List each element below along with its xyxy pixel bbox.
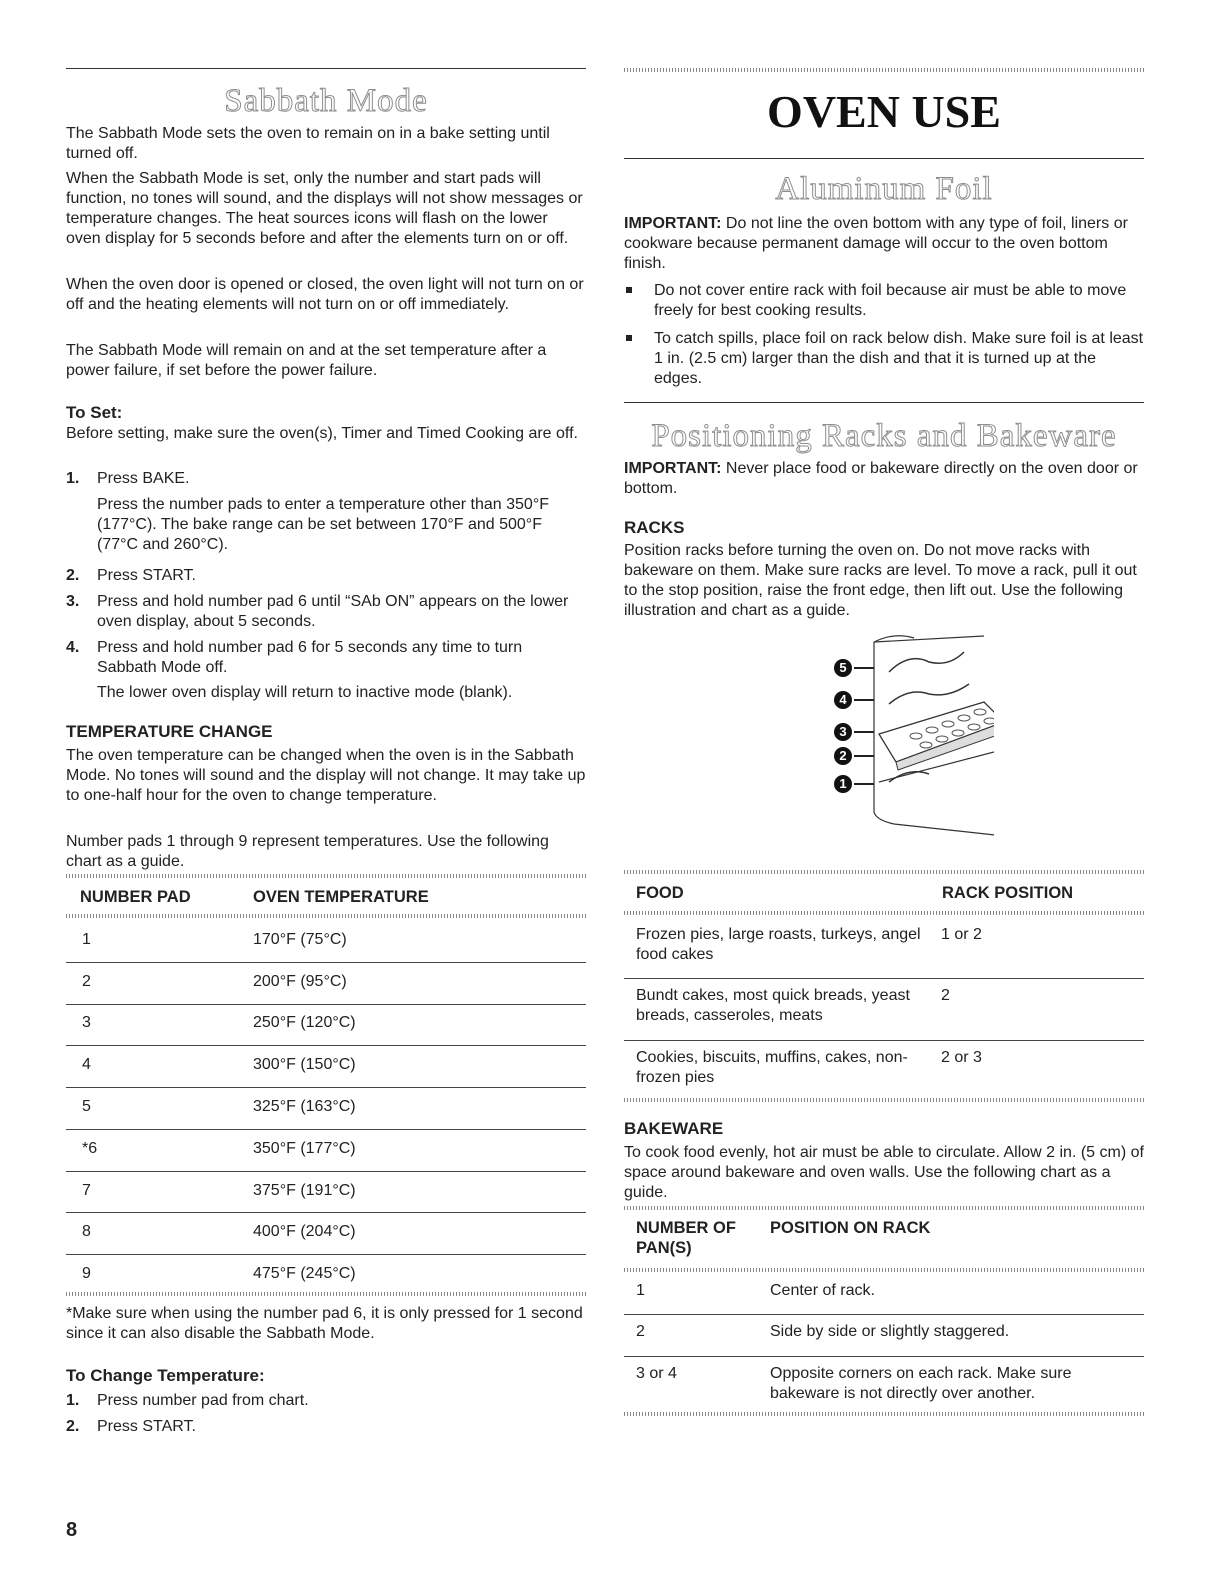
column-header-oven-temperature: OVEN TEMPERATURE: [253, 888, 429, 906]
important-text: Do not line the oven bottom with any type of foil, liners or cookware because permanent damage will occur to the oven bottom finish.: [624, 215, 1128, 272]
bakeware-heading: BAKEWARE: [624, 1119, 724, 1138]
to-set-heading: To Set:: [66, 403, 123, 422]
row-divider: [624, 1040, 1144, 1041]
table-cell: 350°F (177°C): [253, 1140, 356, 1157]
table-cell: 9: [82, 1265, 91, 1282]
to-set-step-3: [66, 592, 586, 632]
column-header-number-pad: NUMBER PAD: [80, 888, 191, 906]
table-cell: 8: [82, 1223, 91, 1240]
table-top-hatch: [66, 874, 586, 878]
to-set-step-4: [66, 638, 586, 678]
table-cell: 375°F (191°C): [253, 1182, 356, 1199]
important-label: IMPORTANT:: [624, 460, 722, 477]
aluminum-foil-title: Aluminum Foil: [775, 171, 993, 207]
rack-positions-illustration: [834, 632, 994, 848]
rack-number-2: 2: [834, 746, 852, 766]
table-cell: Side by side or slightly staggered.: [770, 1323, 1010, 1340]
table-cell: 1: [82, 931, 91, 948]
row-divider: [66, 1129, 586, 1130]
table-cell: 2: [82, 973, 91, 990]
row-divider: [66, 1004, 586, 1005]
oven-use-title: OVEN USE: [767, 86, 1001, 137]
table-cell: 475°F (245°C): [253, 1265, 356, 1282]
column-header-rack-position: RACK POSITION: [942, 884, 1074, 902]
row-divider: [66, 1254, 586, 1255]
table-cell: 1: [636, 1282, 645, 1299]
to-set-intro: Before setting, make sure the oven(s), Timer and Timed Cooking are off.: [66, 425, 578, 442]
row-divider: [66, 962, 586, 963]
column-header-food: FOOD: [636, 884, 684, 902]
racks-rule: [624, 402, 1144, 403]
step-number: 3.: [66, 593, 80, 610]
table-cell: 2 or 3: [941, 1049, 982, 1066]
table-cell: Opposite corners on each rack. Make sure bakeware is not directly over another.: [770, 1365, 1072, 1402]
racks-important: [624, 459, 1144, 499]
bullet-text: To catch spills, place foil on rack below dish. Make sure foil is at least 1 in. (2.5 cm) larger than the dish and that it is turned up at the edges.: [654, 330, 1144, 387]
temperature-change-paragraph-1: The oven temperature can be changed when the oven is in the Sabbath Mode. No tones will sound and the display will not change. It may take up to one-half hour for the oven to change temperature.: [66, 747, 586, 804]
racks-heading: RACKS: [624, 518, 685, 537]
table-cell: 2: [636, 1323, 645, 1340]
table-cell: Center of rack.: [770, 1282, 875, 1299]
foil-bullet-2: [624, 329, 1144, 389]
oven-use-rule: [624, 158, 1144, 159]
step-number: 1.: [66, 470, 80, 487]
positioning-racks-title: Positioning Racks and Bakeware: [651, 418, 1117, 454]
rack-number-1: 1: [834, 774, 852, 794]
temperature-table-footnote: *Make sure when using the number pad 6, it is only pressed for 1 second since it can also disable the Sabbath Mode.: [66, 1305, 583, 1342]
table-cell: 400°F (204°C): [253, 1223, 356, 1240]
table-cell: 170°F (75°C): [253, 931, 347, 948]
table-cell: Frozen pies, large roasts, turkeys, angel food cakes: [636, 926, 921, 963]
table-cell: 7: [82, 1182, 91, 1199]
foil-bullet-1: [624, 281, 1144, 321]
sabbath-paragraph-4: The Sabbath Mode will remain on and at the set temperature after a power failure, if set before the power failure.: [66, 342, 547, 379]
sabbath-paragraph-3: When the oven door is opened or closed, the oven light will not turn on or off and the heating elements will not turn on or off immediately.: [66, 276, 584, 313]
sabbath-mode-title: Sabbath Mode: [224, 83, 428, 119]
table-cell: 3 or 4: [636, 1365, 677, 1382]
table-cell: 2: [941, 987, 950, 1004]
top-hatch: [624, 68, 1144, 72]
table-cell: 250°F (120°C): [253, 1014, 356, 1031]
temperature-change-paragraph-2: Number pads 1 through 9 represent temperatures. Use the following chart as a guide.: [66, 833, 549, 870]
step-number: 4.: [66, 639, 80, 656]
temperature-change-heading: TEMPERATURE CHANGE: [66, 722, 273, 741]
step-number: 2.: [66, 1418, 80, 1435]
page-number: 8: [66, 1519, 78, 1541]
to-set-step-2: [66, 566, 586, 586]
table-cell: 4: [82, 1056, 91, 1073]
column-header-number-of-pans: NUMBER OF PAN(S): [636, 1219, 736, 1257]
table-header-hatch: [66, 914, 586, 918]
important-text: Never place food or bakeware directly on the oven door or bottom.: [624, 460, 1138, 497]
step-text: Press BAKE.: [97, 470, 190, 487]
rack-number-3: 3: [834, 722, 852, 742]
row-divider: [624, 1314, 1144, 1315]
important-label: IMPORTANT:: [624, 215, 722, 232]
row-divider: [624, 1356, 1144, 1357]
column-header-position-on-rack: POSITION ON RACK: [770, 1219, 931, 1237]
to-set-step-1: [66, 469, 586, 489]
table-top-hatch: [624, 1206, 1144, 1210]
row-divider: [624, 978, 1144, 979]
bakeware-paragraph: To cook food evenly, hot air must be able to circulate. Allow 2 in. (5 cm) of space around bakeware and oven walls. Use the following chart as a guide.: [624, 1144, 1144, 1201]
step-text: Press and hold number pad 6 for 5 seconds any time to turn Sabbath Mode off.: [97, 639, 523, 676]
foil-important: [624, 214, 1144, 274]
step-text: Press START.: [97, 1418, 196, 1435]
rack-number-4: 4: [834, 690, 852, 710]
sabbath-paragraph-2: When the Sabbath Mode is set, only the number and start pads will function, no tones will sound, and the displays will not show messages or temperature changes. The heat sources icons will flash on the lower oven display for 5 seconds before and after the elements turn on or off.: [66, 170, 583, 247]
table-top-hatch: [624, 870, 1144, 874]
row-divider: [66, 1212, 586, 1213]
table-header-hatch: [624, 1268, 1144, 1272]
step-number: 1.: [66, 1392, 80, 1409]
to-set-step-1-note: Press the number pads to enter a temperature other than 350°F (177°C). The bake range can be set between 170°F and 500°F (77°C and 260°C).: [97, 496, 549, 553]
table-cell: *6: [82, 1140, 98, 1157]
step-number: 2.: [66, 567, 80, 584]
to-set-step-4-note: The lower oven display will return to inactive mode (blank).: [97, 684, 513, 701]
step-text: Press and hold number pad 6 until “SAb ON” appears on the lower oven display, about 5 seconds.: [97, 593, 569, 630]
table-cell: Cookies, biscuits, muffins, cakes, non-frozen pies: [636, 1049, 908, 1086]
bullet-square-icon: [626, 335, 632, 341]
table-bottom-hatch: [624, 1412, 1144, 1416]
table-cell: 325°F (163°C): [253, 1098, 356, 1115]
racks-paragraph: Position racks before turning the oven on. Do not move racks with bakeware on them. Make sure racks are level. To move a rack, pull it out to the stop position, raise the front edge, then lift out. Use the following illustration and chart as a guide.: [624, 542, 1137, 619]
row-divider: [66, 1045, 586, 1046]
table-cell: 200°F (95°C): [253, 973, 347, 990]
table-cell: 1 or 2: [941, 926, 982, 943]
table-bottom-hatch: [66, 1292, 586, 1296]
top-rule: [66, 68, 586, 69]
bullet-square-icon: [626, 287, 632, 293]
step-text: Press START.: [97, 567, 196, 584]
sabbath-paragraph-1: The Sabbath Mode sets the oven to remain on in a bake setting until turned off.: [66, 125, 550, 162]
step-text: Press number pad from chart.: [97, 1392, 309, 1409]
oven-rack-drawing: [834, 632, 994, 842]
table-cell: Bundt cakes, most quick breads, yeast breads, casseroles, meats: [636, 987, 910, 1024]
table-bottom-hatch: [624, 1098, 1144, 1102]
row-divider: [66, 1171, 586, 1172]
table-cell: 5: [82, 1098, 91, 1115]
table-header-hatch: [624, 911, 1144, 915]
row-divider: [66, 1087, 586, 1088]
to-change-temperature-heading: To Change Temperature:: [66, 1366, 265, 1385]
table-cell: 300°F (150°C): [253, 1056, 356, 1073]
table-cell: 3: [82, 1014, 91, 1031]
bullet-text: Do not cover entire rack with foil because air must be able to move freely for best cooking results.: [654, 282, 1127, 319]
rack-number-5: 5: [834, 658, 852, 678]
change-temp-step-1: [66, 1391, 586, 1411]
change-temp-step-2: [66, 1417, 586, 1437]
